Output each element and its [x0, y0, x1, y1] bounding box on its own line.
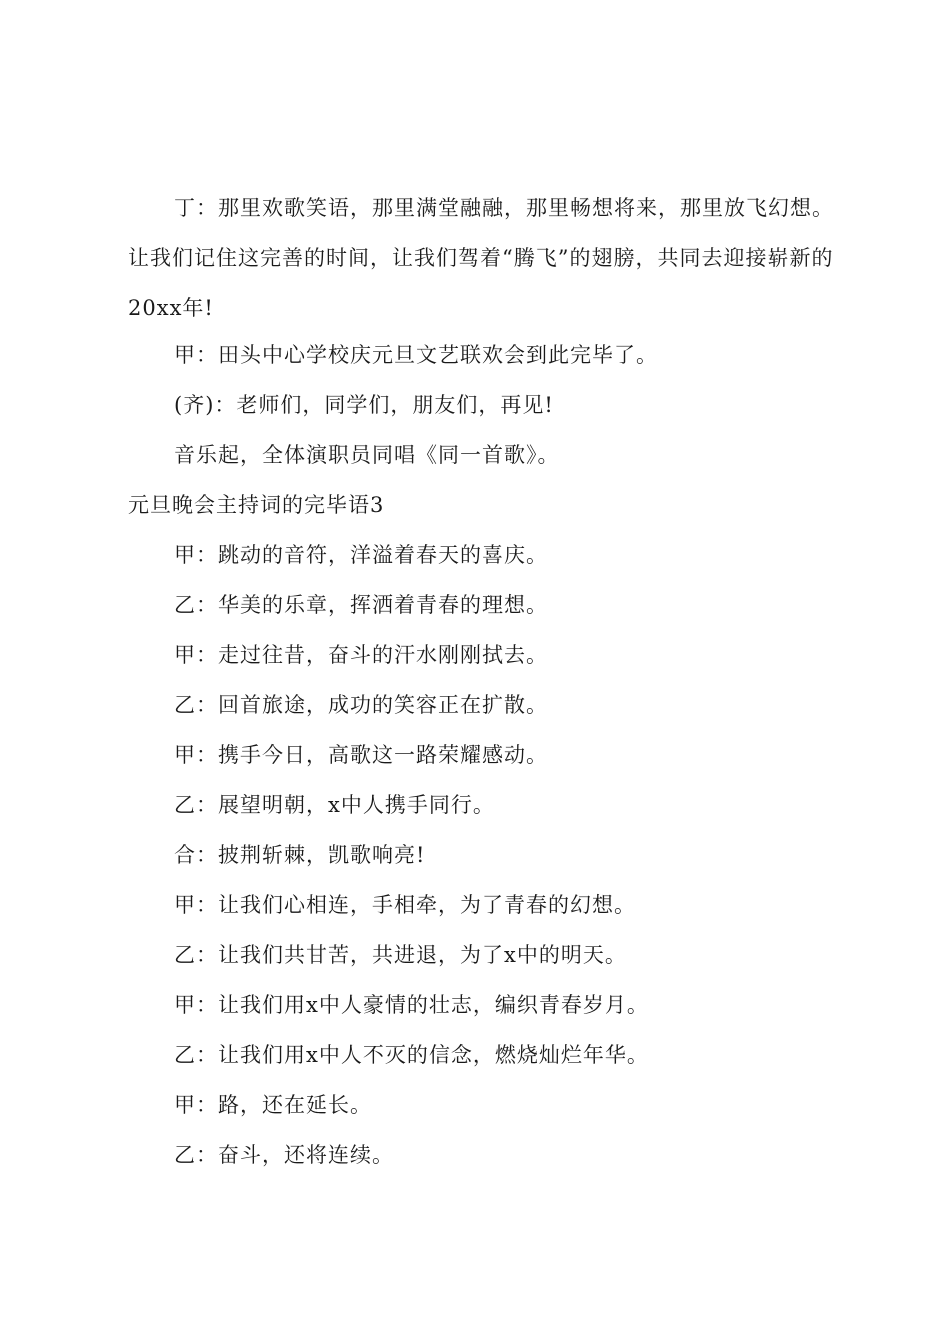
dialogue-line: 甲：路，还在延长。: [174, 1093, 372, 1117]
dialogue-line: 甲：让我们用x中人豪情的壮志，编织青春岁月。: [174, 993, 649, 1017]
dialogue-line: 甲：携手今日，高歌这一路荣耀感动。: [174, 743, 548, 767]
dialogue-line: 甲：跳动的音符，洋溢着春天的喜庆。: [174, 543, 548, 567]
dialogue-line: 乙：奋斗，还将连续。: [174, 1143, 394, 1167]
dialogue-line: 甲：让我们心相连，手相牵，为了青春的幻想。: [174, 893, 636, 917]
dialogue-line: 合：披荆斩棘，凯歌响亮!: [174, 843, 426, 867]
line-all-goodbye: (齐)：老师们，同学们，朋友们，再见!: [174, 393, 554, 417]
paragraph-ding: 丁：那里欢歌笑语，那里满堂融融，那里畅想将来，那里放飞幻想。让我们记住这完善的时间，让我们驾着“腾飞”的翅膀，共同去迎接崭新的20xx年!: [128, 196, 834, 320]
dialogue-line: 乙：华美的乐章，挥洒着青春的理想。: [174, 593, 548, 617]
dialogue-line: 乙：展望明朝，x中人携手同行。: [174, 793, 495, 817]
line-jia-closing: 甲：田头中心学校庆元旦文艺联欢会到此完毕了。: [174, 343, 658, 367]
dialogue-line: 乙：让我们用x中人不灭的信念，燃烧灿烂年华。: [174, 1043, 649, 1067]
section-title: 元旦晚会主持词的完毕语3: [128, 493, 385, 517]
dialogue-line: 乙：让我们共甘苦，共进退，为了x中的明天。: [174, 943, 627, 967]
dialogue-line: 乙：回首旅途，成功的笑容正在扩散。: [174, 693, 548, 717]
line-music-cue: 音乐起，全体演职员同唱《同一首歌》。: [174, 443, 560, 467]
dialogue-line: 甲：走过往昔，奋斗的汗水刚刚拭去。: [174, 643, 548, 667]
